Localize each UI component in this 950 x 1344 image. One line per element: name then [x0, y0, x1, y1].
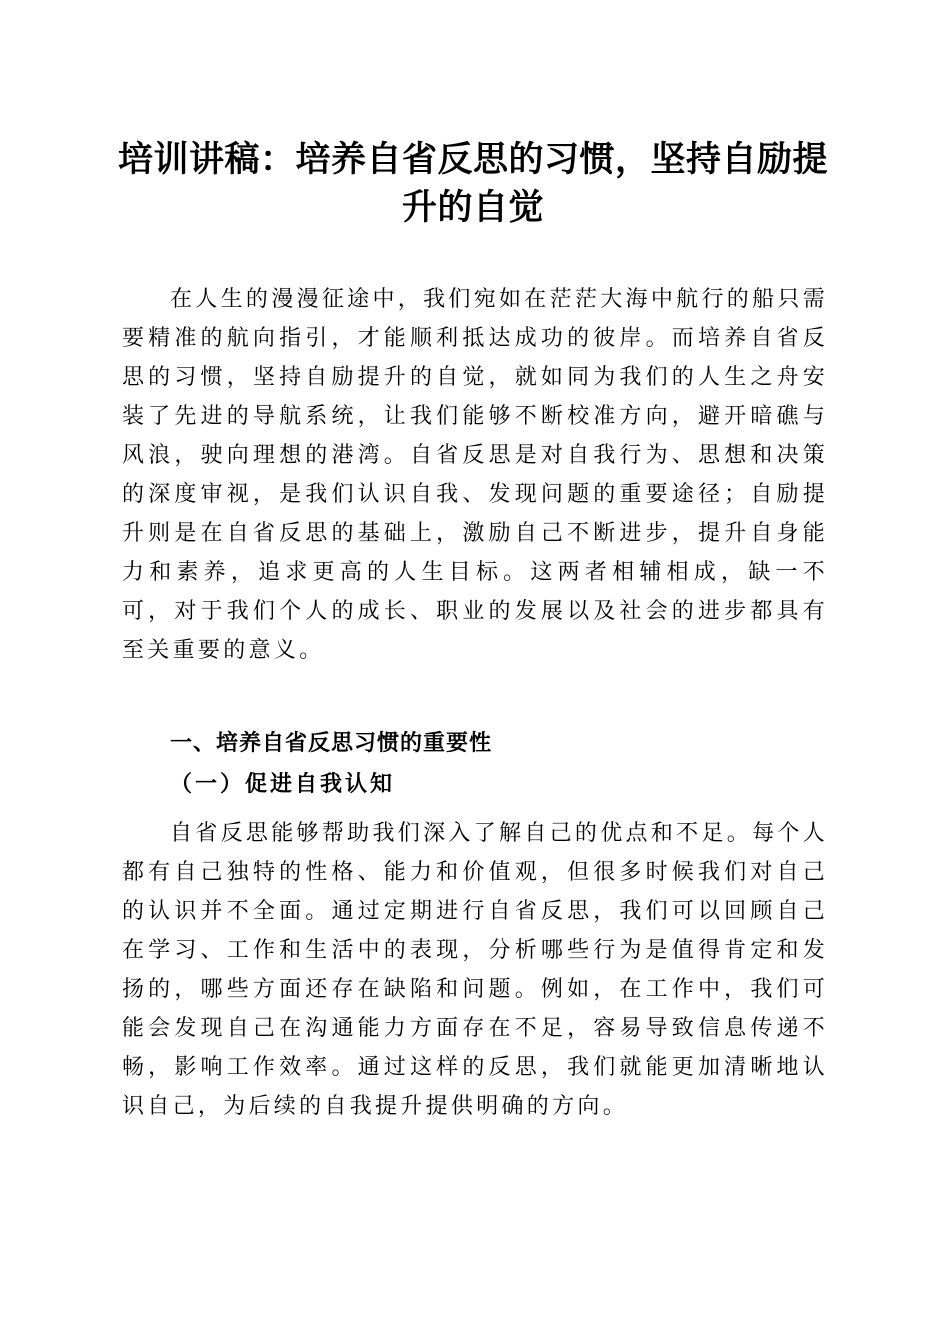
document-title: 培训讲稿：培养自省反思的习惯，坚持自励提升的自觉: [118, 139, 829, 228]
subsection-paragraph: 自省反思能够帮助我们深入了解自己的优点和不足。每个人都有自己独特的性格、能力和价值观，但很多时候我们对自己的认识并不全面。通过定期进行自省反思，我们可以回顾自己在学习、工作和生活中的表现，分析哪些行为是值得肯定和发扬的，哪些方面还存在缺陷和问题。例如，在工作中，我们可能会发现自己在沟通能力方面存在不足，容易导致信息传递不畅，影响工作效率。通过这样的反思，我们就能更加清晰地认识自己，为后续的自我提升提供明确的方向。: [122, 821, 828, 1119]
subsection-heading: （一）促进自我认知: [170, 771, 396, 797]
section-heading: 一、培养自省反思习惯的重要性: [170, 731, 493, 756]
intro-paragraph: 在人生的漫漫征途中，我们宛如在茫茫大海中航行的船只需要精准的航向指引，才能顺利抵达成功的彼岸。而培养自省反思的习惯，坚持自励提升的自觉，就如同为我们的人生之舟安装了先进的导航系统，让我们能够不断校准方向，避开暗礁与风浪，驶向理想的港湾。自省反思是对自我行为、思想和决策的深度审视，是我们认识自我、发现问题的重要途径；自励提升则是在自省反思的基础上，激励自己不断进步，提升自身能力和素养，追求更高的人生目标。这两者相辅相成，缺一不可，对于我们个人的成长、职业的发展以及社会的进步都具有至关重要的意义。: [122, 287, 828, 663]
